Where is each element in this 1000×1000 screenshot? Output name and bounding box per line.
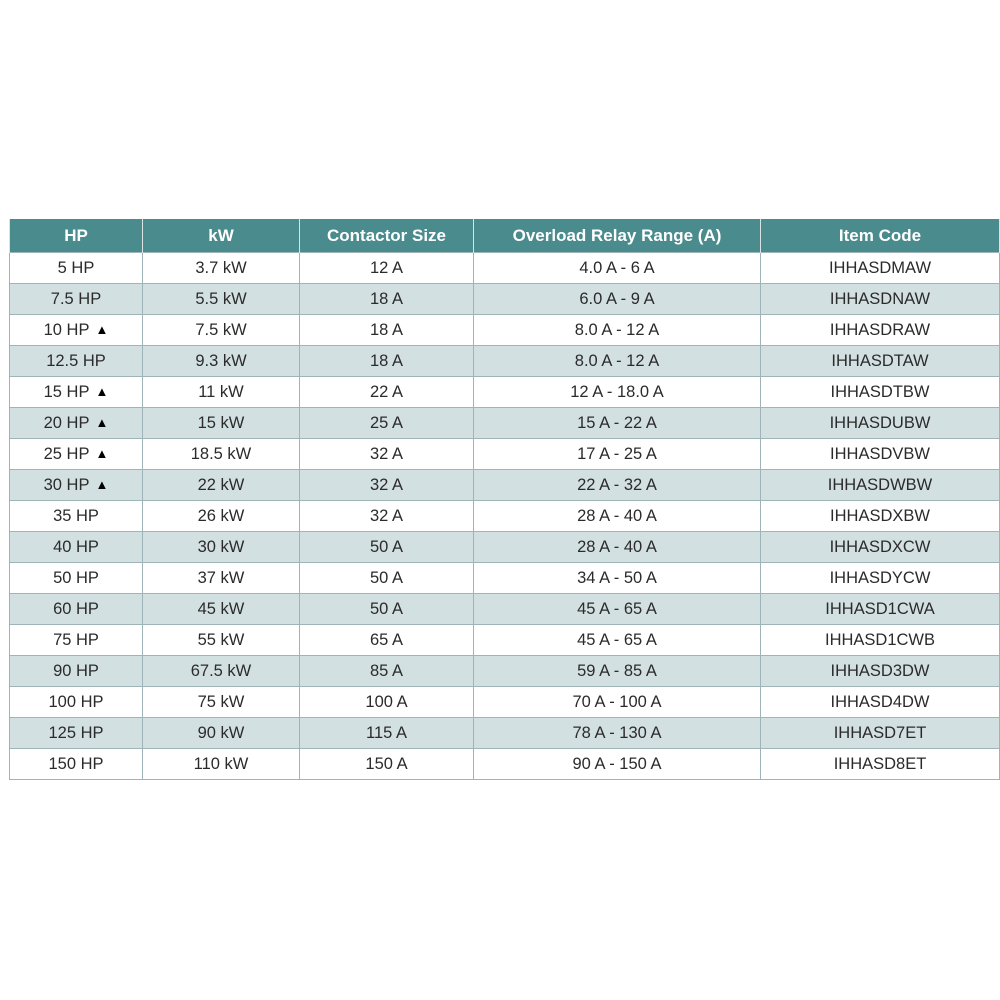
cell-item-code-text: IHHASDRAW bbox=[829, 320, 931, 339]
cell-contactor-size bbox=[300, 501, 474, 532]
cell-contactor-size bbox=[300, 470, 474, 501]
table-row bbox=[10, 749, 1000, 780]
cell-item-code bbox=[761, 284, 1000, 315]
table-row bbox=[10, 656, 1000, 687]
cell-overload-relay-range bbox=[474, 563, 761, 594]
cell-hp bbox=[10, 253, 143, 284]
cell-contactor-size bbox=[300, 656, 474, 687]
triangle-marker-icon: ▲ bbox=[95, 383, 109, 399]
cell-contactor-size-text: 12 A bbox=[369, 258, 404, 277]
cell-overload-relay-range bbox=[474, 315, 761, 346]
cell-hp bbox=[10, 718, 143, 749]
cell-overload-relay-range-text: 22 A - 32 A bbox=[577, 475, 657, 494]
cell-overload-relay-range-text: 59 A - 85 A bbox=[577, 661, 657, 680]
cell-contactor-size-text: 50 A bbox=[369, 568, 404, 587]
cell-contactor-size-text: 32 A bbox=[369, 506, 404, 525]
triangle-marker-icon: ▲ bbox=[95, 476, 109, 492]
cell-item-code-text: IHHASDTBW bbox=[830, 382, 930, 401]
cell-hp bbox=[10, 470, 143, 501]
cell-contactor-size bbox=[300, 687, 474, 718]
cell-kw-text: 67.5 kW bbox=[190, 661, 252, 680]
cell-overload-relay-range bbox=[474, 749, 761, 780]
table-row bbox=[10, 253, 1000, 284]
cell-item-code-text: IHHASD4DW bbox=[830, 692, 930, 711]
cell-kw bbox=[143, 687, 300, 718]
cell-kw bbox=[143, 718, 300, 749]
cell-kw-text: 18.5 kW bbox=[190, 444, 252, 463]
cell-item-code bbox=[761, 594, 1000, 625]
cell-hp-text: 100 HP bbox=[48, 692, 104, 711]
cell-item-code-text: IHHASDMAW bbox=[828, 258, 932, 277]
table-row bbox=[10, 470, 1000, 501]
header-contactor-size: Contactor Size bbox=[300, 219, 474, 253]
cell-hp bbox=[10, 439, 143, 470]
cell-overload-relay-range bbox=[474, 532, 761, 563]
cell-hp-text: 20 HP bbox=[43, 413, 90, 432]
cell-contactor-size bbox=[300, 625, 474, 656]
header-overload-relay-range: Overload Relay Range (A) bbox=[474, 219, 761, 253]
table-row bbox=[10, 625, 1000, 656]
cell-overload-relay-range-text: 45 A - 65 A bbox=[577, 599, 657, 618]
cell-overload-relay-range-text: 28 A - 40 A bbox=[577, 537, 657, 556]
cell-overload-relay-range bbox=[474, 594, 761, 625]
table-row bbox=[10, 284, 1000, 315]
cell-contactor-size-text: 50 A bbox=[369, 537, 404, 556]
table-row bbox=[10, 346, 1000, 377]
table-row bbox=[10, 563, 1000, 594]
cell-overload-relay-range bbox=[474, 408, 761, 439]
cell-overload-relay-range bbox=[474, 501, 761, 532]
cell-contactor-size bbox=[300, 377, 474, 408]
cell-overload-relay-range-text: 12 A - 18.0 A bbox=[570, 382, 664, 401]
cell-kw bbox=[143, 625, 300, 656]
triangle-marker-icon: ▲ bbox=[95, 414, 109, 430]
cell-kw-text: 15 kW bbox=[197, 413, 245, 432]
cell-contactor-size-text: 150 A bbox=[365, 754, 408, 773]
cell-item-code bbox=[761, 749, 1000, 780]
cell-contactor-size-text: 32 A bbox=[369, 444, 404, 463]
cell-item-code bbox=[761, 718, 1000, 749]
cell-overload-relay-range bbox=[474, 284, 761, 315]
cell-kw-text: 7.5 kW bbox=[195, 320, 247, 339]
cell-overload-relay-range-text: 8.0 A - 12 A bbox=[574, 320, 660, 339]
cell-overload-relay-range bbox=[474, 625, 761, 656]
cell-item-code-text: IHHASDUBW bbox=[829, 413, 931, 432]
table-row bbox=[10, 501, 1000, 532]
cell-contactor-size-text: 18 A bbox=[369, 320, 404, 339]
cell-item-code bbox=[761, 501, 1000, 532]
cell-kw-text: 90 kW bbox=[197, 723, 245, 742]
cell-item-code bbox=[761, 625, 1000, 656]
cell-hp-text: 30 HP bbox=[43, 475, 90, 494]
cell-kw-text: 9.3 kW bbox=[195, 351, 247, 370]
table-body bbox=[10, 253, 1000, 780]
cell-kw-text: 3.7 kW bbox=[195, 258, 247, 277]
cell-item-code-text: IHHASD1CWA bbox=[825, 599, 935, 618]
cell-kw-text: 26 kW bbox=[197, 506, 245, 525]
cell-hp bbox=[10, 377, 143, 408]
cell-item-code bbox=[761, 687, 1000, 718]
table-row bbox=[10, 718, 1000, 749]
cell-overload-relay-range bbox=[474, 253, 761, 284]
cell-contactor-size bbox=[300, 532, 474, 563]
cell-item-code-text: IHHASDVBW bbox=[830, 444, 930, 463]
cell-hp-text: 125 HP bbox=[48, 723, 104, 742]
cell-hp bbox=[10, 408, 143, 439]
cell-overload-relay-range bbox=[474, 687, 761, 718]
cell-item-code-text: IHHASDTAW bbox=[831, 351, 929, 370]
cell-contactor-size-text: 65 A bbox=[369, 630, 404, 649]
cell-item-code-text: IHHASD1CWB bbox=[824, 630, 935, 649]
spec-table bbox=[9, 219, 1000, 780]
header-item-code: Item Code bbox=[761, 219, 1000, 253]
table-row bbox=[10, 377, 1000, 408]
cell-item-code bbox=[761, 532, 1000, 563]
cell-item-code-text: IHHASDXBW bbox=[830, 506, 930, 525]
cell-overload-relay-range-text: 45 A - 65 A bbox=[577, 630, 657, 649]
cell-item-code bbox=[761, 439, 1000, 470]
cell-contactor-size-text: 100 A bbox=[365, 692, 408, 711]
cell-kw-text: 45 kW bbox=[197, 599, 245, 618]
cell-overload-relay-range bbox=[474, 377, 761, 408]
cell-contactor-size bbox=[300, 594, 474, 625]
cell-hp-text: 60 HP bbox=[53, 599, 99, 618]
cell-hp-text: 15 HP bbox=[43, 382, 90, 401]
cell-contactor-size bbox=[300, 439, 474, 470]
cell-hp-text: 75 HP bbox=[53, 630, 99, 649]
cell-item-code-text: IHHASDYCW bbox=[829, 568, 931, 587]
cell-kw-text: 5.5 kW bbox=[195, 289, 247, 308]
cell-hp bbox=[10, 315, 143, 346]
cell-kw-text: 22 kW bbox=[197, 475, 245, 494]
cell-hp-text: 5 HP bbox=[57, 258, 95, 277]
cell-overload-relay-range-text: 34 A - 50 A bbox=[577, 568, 657, 587]
cell-overload-relay-range-text: 15 A - 22 A bbox=[577, 413, 657, 432]
cell-hp-text: 10 HP bbox=[43, 320, 90, 339]
cell-contactor-size-text: 18 A bbox=[369, 351, 404, 370]
cell-contactor-size bbox=[300, 253, 474, 284]
cell-item-code bbox=[761, 377, 1000, 408]
table-header bbox=[10, 219, 1000, 253]
cell-kw bbox=[143, 594, 300, 625]
cell-contactor-size bbox=[300, 749, 474, 780]
cell-contactor-size-text: 85 A bbox=[369, 661, 404, 680]
table-row bbox=[10, 532, 1000, 563]
cell-contactor-size bbox=[300, 563, 474, 594]
cell-kw-text: 55 kW bbox=[197, 630, 245, 649]
triangle-marker-icon: ▲ bbox=[95, 445, 109, 461]
cell-overload-relay-range-text: 4.0 A - 6 A bbox=[579, 258, 655, 277]
cell-kw-text: 75 kW bbox=[197, 692, 245, 711]
cell-kw bbox=[143, 315, 300, 346]
cell-hp-text: 40 HP bbox=[53, 537, 99, 556]
cell-hp bbox=[10, 656, 143, 687]
cell-hp bbox=[10, 346, 143, 377]
cell-overload-relay-range bbox=[474, 470, 761, 501]
cell-hp bbox=[10, 594, 143, 625]
cell-item-code bbox=[761, 656, 1000, 687]
cell-hp bbox=[10, 501, 143, 532]
cell-kw bbox=[143, 377, 300, 408]
cell-item-code bbox=[761, 346, 1000, 377]
cell-hp bbox=[10, 284, 143, 315]
cell-item-code-text: IHHASDXCW bbox=[829, 537, 931, 556]
cell-hp bbox=[10, 687, 143, 718]
cell-kw bbox=[143, 749, 300, 780]
cell-contactor-size bbox=[300, 284, 474, 315]
cell-item-code bbox=[761, 408, 1000, 439]
cell-hp-text: 7.5 HP bbox=[50, 289, 102, 308]
cell-overload-relay-range-text: 8.0 A - 12 A bbox=[574, 351, 660, 370]
cell-contactor-size-text: 25 A bbox=[369, 413, 404, 432]
cell-contactor-size bbox=[300, 315, 474, 346]
cell-kw bbox=[143, 656, 300, 687]
cell-overload-relay-range-text: 78 A - 130 A bbox=[572, 723, 662, 742]
cell-hp-text: 90 HP bbox=[53, 661, 99, 680]
cell-hp bbox=[10, 749, 143, 780]
cell-hp bbox=[10, 532, 143, 563]
cell-item-code-text: IHHASD3DW bbox=[830, 661, 930, 680]
cell-contactor-size bbox=[300, 408, 474, 439]
cell-kw-text: 110 kW bbox=[193, 754, 249, 773]
header-row bbox=[10, 219, 1000, 253]
cell-item-code-text: IHHASD8ET bbox=[833, 754, 927, 773]
cell-kw bbox=[143, 501, 300, 532]
cell-kw bbox=[143, 470, 300, 501]
cell-kw bbox=[143, 284, 300, 315]
cell-kw-text: 11 kW bbox=[198, 382, 244, 401]
cell-kw bbox=[143, 439, 300, 470]
table-row bbox=[10, 315, 1000, 346]
cell-kw-text: 37 kW bbox=[197, 568, 245, 587]
cell-hp-text: 25 HP bbox=[43, 444, 90, 463]
cell-item-code-text: IHHASDWBW bbox=[827, 475, 933, 494]
cell-kw-text: 30 kW bbox=[197, 537, 245, 556]
triangle-marker-icon: ▲ bbox=[95, 321, 109, 337]
cell-item-code-text: IHHASDNAW bbox=[829, 289, 931, 308]
cell-overload-relay-range-text: 28 A - 40 A bbox=[577, 506, 657, 525]
cell-contactor-size-text: 32 A bbox=[369, 475, 404, 494]
cell-kw bbox=[143, 253, 300, 284]
cell-overload-relay-range bbox=[474, 718, 761, 749]
cell-contactor-size bbox=[300, 346, 474, 377]
table-row bbox=[10, 408, 1000, 439]
cell-item-code-text: IHHASD7ET bbox=[833, 723, 927, 742]
cell-overload-relay-range bbox=[474, 439, 761, 470]
cell-overload-relay-range-text: 17 A - 25 A bbox=[577, 444, 657, 463]
cell-overload-relay-range-text: 90 A - 150 A bbox=[572, 754, 662, 773]
cell-hp bbox=[10, 625, 143, 656]
header-hp: HP bbox=[10, 219, 143, 253]
table-row bbox=[10, 687, 1000, 718]
cell-hp-text: 150 HP bbox=[48, 754, 104, 773]
cell-item-code bbox=[761, 563, 1000, 594]
cell-hp-text: 12.5 HP bbox=[46, 351, 106, 370]
cell-kw bbox=[143, 563, 300, 594]
cell-contactor-size-text: 115 A bbox=[366, 723, 407, 742]
cell-kw bbox=[143, 532, 300, 563]
table-row bbox=[10, 439, 1000, 470]
cell-item-code bbox=[761, 253, 1000, 284]
cell-item-code bbox=[761, 470, 1000, 501]
cell-hp bbox=[10, 563, 143, 594]
table-row bbox=[10, 594, 1000, 625]
cell-contactor-size-text: 18 A bbox=[369, 289, 404, 308]
cell-contactor-size-text: 50 A bbox=[369, 599, 404, 618]
header-kw: kW bbox=[143, 219, 300, 253]
cell-overload-relay-range bbox=[474, 656, 761, 687]
cell-hp-text: 50 HP bbox=[53, 568, 99, 587]
cell-item-code bbox=[761, 315, 1000, 346]
cell-overload-relay-range bbox=[474, 346, 761, 377]
cell-contactor-size-text: 22 A bbox=[369, 382, 404, 401]
cell-kw bbox=[143, 408, 300, 439]
cell-kw bbox=[143, 346, 300, 377]
cell-hp-text: 35 HP bbox=[53, 506, 99, 525]
cell-contactor-size bbox=[300, 718, 474, 749]
cell-overload-relay-range-text: 6.0 A - 9 A bbox=[579, 289, 655, 308]
cell-overload-relay-range-text: 70 A - 100 A bbox=[572, 692, 662, 711]
